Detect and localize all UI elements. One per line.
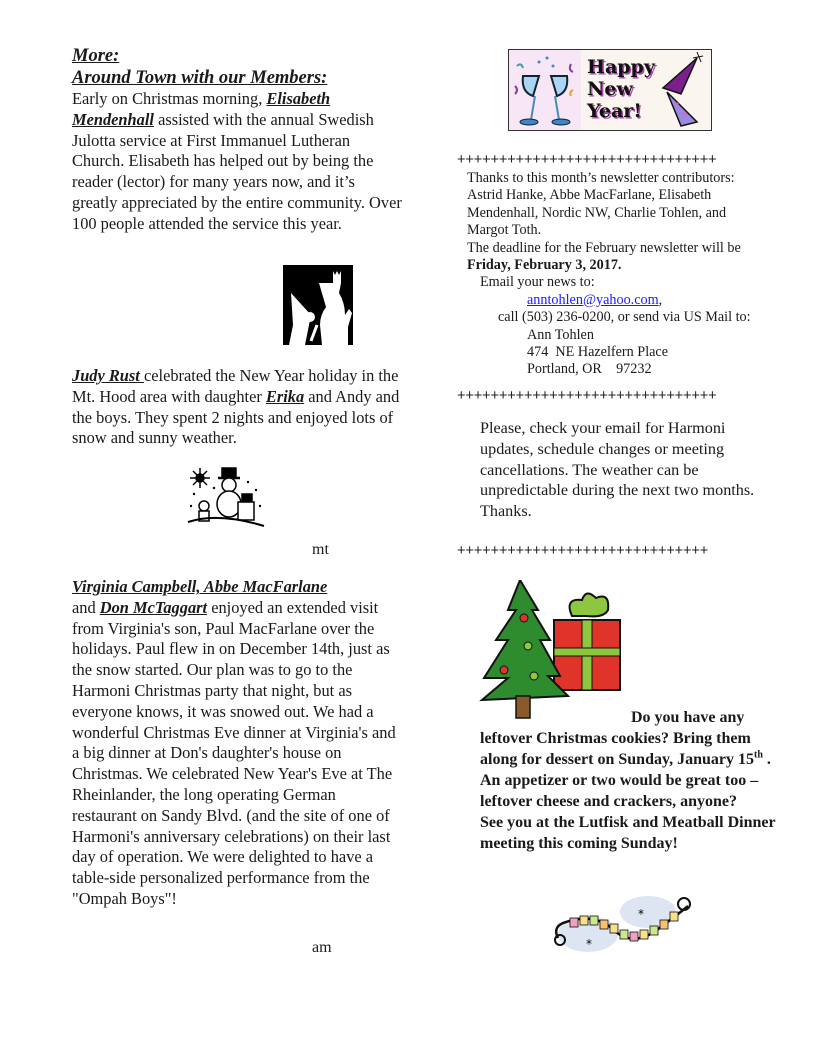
phone-mail-text: call (503) 236-0200, or send via US Mail to: [498,309,751,326]
left-column [72,45,402,235]
member-name: Don McTaggart [99,597,208,617]
champagne-glasses-icon [509,50,581,130]
signature-mt: mt [312,541,329,558]
email-link[interactable]: anntohlen@yahoo.com [527,291,659,308]
cta-line1: Do you have any [631,709,745,726]
story-virginia: Virginia Campbell, Abbe MacFarlane and Don McTaggart enjoyed an extended visit from Virginia's son, Paul MacFarlane over the holidays. Paul flew in on December 14th, just as the snow started. Our plan was to go to the Harmoni Christmas party that night, but as everyone knows, it was snowed out. We had a wonderful Christmas Eve dinner at Virginia's and a big dinner at Don's daughter's house on Christmas. We celebrated New Year's Eve at The Rheinlander, the long operating German restaurant on Sandy Blvd. (and the site of one of Harmoni's anniversary celebrations) on their last day of operation. We were delighted to have a table-side personalized performance from the "Ompah Boys"! [72,577,402,910]
member-name: Elisabeth Mendenhall [72,89,331,129]
happy-new-year-streamer [548,890,698,960]
svg-text:*: * [586,937,592,951]
party-hats-icon [657,52,711,128]
banner-glass-panel [509,50,581,130]
svg-text:*: * [638,907,644,921]
contributors-block: Thanks to this month’s newsletter contributors: Astrid Hanke, Abbe MacFarlane, Elisabeth Mendenhall, Nordic NW, Charlie Tohlen, and Margot Toth. The deadline for the February newsletter will be Friday, February 3, 2017. Email your news to: anntohlen@yahoo.com, call (503) 236-0200, or send via US Mail to: Ann Tohlen 474 NE Hazelfern Place Portland, OR 97232 [467,170,787,379]
address-street: 474 NE Hazelfern Place [527,344,669,361]
happy-new-year-banner [508,49,712,131]
address-name: Ann Tohlen [527,326,594,343]
member-name: Judy Rust [72,366,144,385]
snowman-clipart [186,466,266,528]
heading-around-town: Around Town with our Members: [72,68,328,88]
separator-line: +++++++++++++++++++++++++++++++ [457,388,717,404]
meeting-reminder: See you at the Lutfisk and Meatball Dinner meeting this coming Sunday! [480,814,776,852]
separator-line: ++++++++++++++++++++++++++++++ [457,543,709,559]
lucia-procession-image [283,265,353,345]
banner-text: Happy New Year! [587,56,655,122]
heading-more: More: [72,46,120,66]
address-city: Portland, OR 97232 [527,361,652,378]
member-names: Virginia Campbell, Abbe MacFarlane [72,577,328,596]
story-elisabeth: Early on Christmas morning, Elisabeth Mendenhall assisted with the annual Swedish Julotta service at First Immanuel Lutheran Church. Elisabeth has helped out by being the reader (lector) for many years now, and it’s greatly appreciated by the entire community. Over 100 people attended the service this year. [72,89,402,233]
cookies-invitation: leftover Christmas cookies? Bring them along for dessert on Sunday, January 15th . An appetizer or two would be great too – leftover cheese and crackers, anyone? See you at the Lutfisk and Meatball Dinner meeting this coming Sunday! [480,728,780,854]
signature-am: am [312,939,332,956]
deadline-date: Friday, February 3, 2017. [467,257,622,274]
christmas-tree-gift-clipart [478,580,628,720]
deadline-text: The deadline for the February newsletter will be [467,239,741,256]
email-notice: Please, check your email for Harmoni updates, schedule changes or meeting cancellations. The weather can be unpredictable during the next two months. Thanks. [480,419,755,521]
member-name: Erika [265,386,305,406]
story-judy: Judy Rust celebrated the New Year holiday in the Mt. Hood area with daughter Erika and Andy and the boys. They spent 2 nights and enjoyed lots of snow and sunny weather. [72,366,400,448]
separator-line: +++++++++++++++++++++++++++++++ [457,152,717,168]
